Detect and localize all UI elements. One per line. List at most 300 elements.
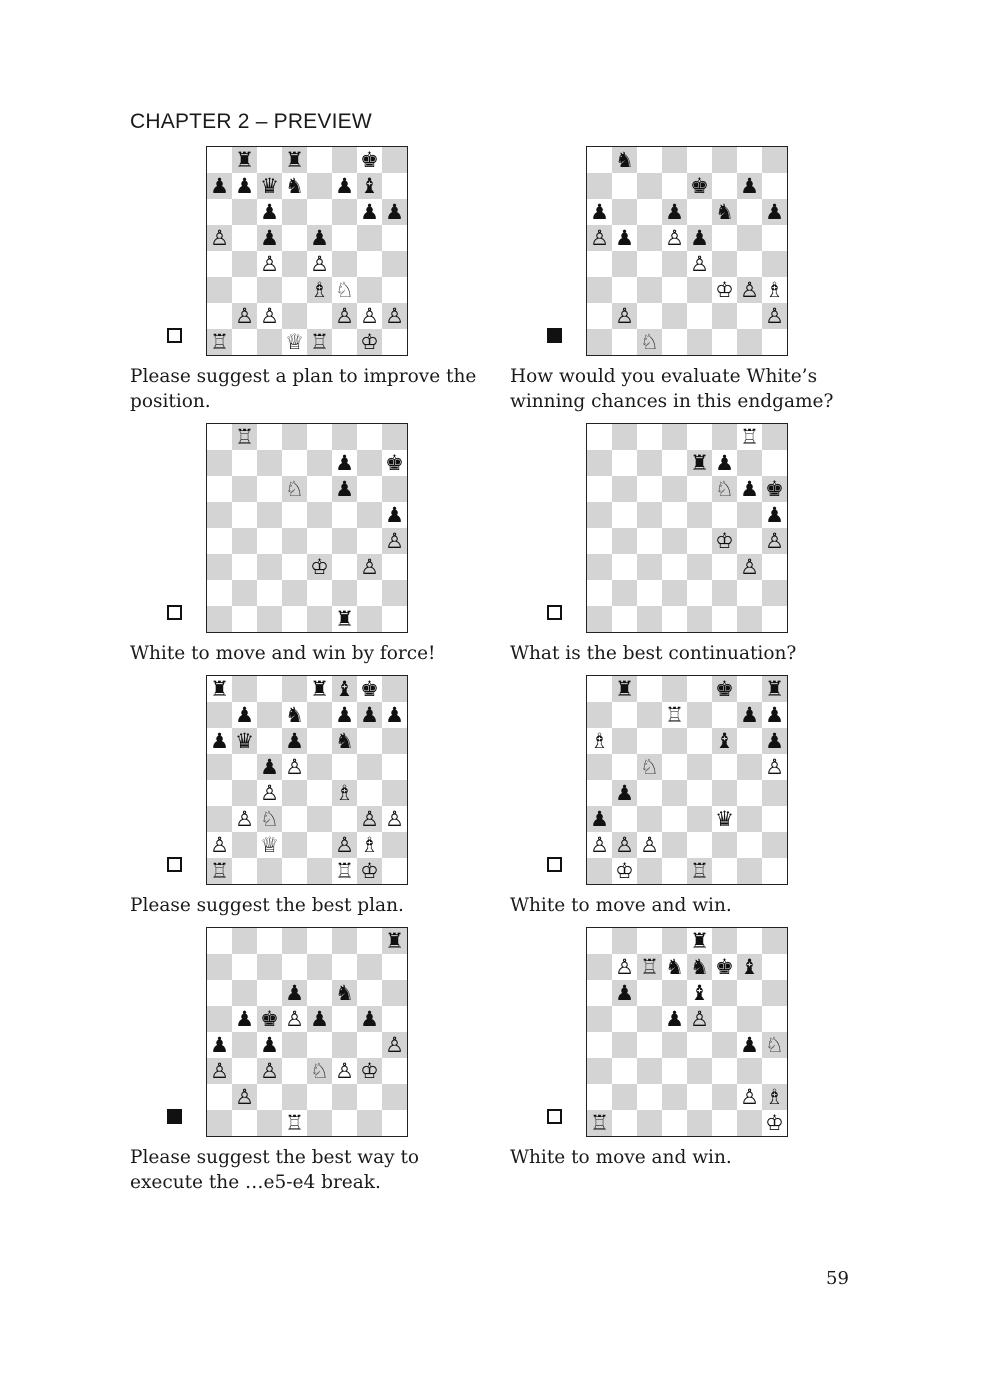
board-square bbox=[587, 476, 612, 502]
board-square bbox=[687, 225, 712, 251]
board-square bbox=[612, 676, 637, 702]
board-square bbox=[687, 832, 712, 858]
board-square bbox=[712, 754, 737, 780]
black-pawn-icon: ♟ bbox=[210, 1032, 229, 1057]
board-square bbox=[307, 1032, 332, 1058]
board-square bbox=[257, 303, 282, 329]
white-queen-icon: ♕ bbox=[285, 329, 304, 354]
board-square bbox=[762, 225, 787, 251]
board-square bbox=[762, 199, 787, 225]
board-square bbox=[307, 806, 332, 832]
board-square bbox=[712, 928, 737, 954]
board-square bbox=[762, 1084, 787, 1110]
black-pawn-icon: ♟ bbox=[285, 980, 304, 1005]
board-square bbox=[307, 528, 332, 554]
board-square bbox=[737, 1058, 762, 1084]
white-rook-icon: ♖ bbox=[640, 954, 659, 979]
board-square bbox=[232, 476, 257, 502]
board-square bbox=[712, 502, 737, 528]
board-square bbox=[637, 754, 662, 780]
board-square bbox=[587, 858, 612, 884]
board-square bbox=[232, 954, 257, 980]
board-square bbox=[382, 251, 407, 277]
board-square bbox=[712, 199, 737, 225]
white-bishop-icon: ♗ bbox=[310, 277, 329, 302]
board-square bbox=[637, 928, 662, 954]
board-square bbox=[637, 476, 662, 502]
white-king-icon: ♔ bbox=[360, 858, 379, 883]
board-square bbox=[307, 702, 332, 728]
board-square bbox=[662, 954, 687, 980]
board-square bbox=[382, 147, 407, 173]
board-square bbox=[332, 476, 357, 502]
page-number: 59 bbox=[826, 1268, 849, 1289]
white-to-move-icon bbox=[167, 605, 182, 620]
board-square bbox=[737, 225, 762, 251]
board-square bbox=[637, 832, 662, 858]
board-square bbox=[637, 554, 662, 580]
board-square bbox=[662, 225, 687, 251]
board-square bbox=[207, 476, 232, 502]
black-pawn-icon: ♟ bbox=[310, 225, 329, 250]
board-square bbox=[587, 702, 612, 728]
board-square bbox=[257, 173, 282, 199]
board-square bbox=[232, 754, 257, 780]
board-square bbox=[357, 147, 382, 173]
board-square bbox=[687, 928, 712, 954]
board-square bbox=[207, 806, 232, 832]
white-to-move-icon bbox=[167, 328, 182, 343]
board-square bbox=[357, 980, 382, 1006]
board-square bbox=[257, 580, 282, 606]
board-square bbox=[687, 502, 712, 528]
board-square bbox=[282, 1084, 307, 1110]
board-square bbox=[282, 251, 307, 277]
board-square bbox=[687, 1006, 712, 1032]
board-square bbox=[307, 676, 332, 702]
board-square bbox=[687, 702, 712, 728]
black-knight-icon: ♞ bbox=[715, 199, 734, 224]
board-square bbox=[207, 580, 232, 606]
board-square bbox=[762, 754, 787, 780]
black-king-icon: ♚ bbox=[715, 954, 734, 979]
board-square bbox=[737, 528, 762, 554]
board-square bbox=[207, 528, 232, 554]
black-pawn-icon: ♟ bbox=[335, 173, 354, 198]
board-square bbox=[712, 580, 737, 606]
board-square bbox=[587, 303, 612, 329]
white-pawn-icon: ♙ bbox=[360, 554, 379, 579]
board-square bbox=[382, 1032, 407, 1058]
board-square bbox=[612, 702, 637, 728]
board-square bbox=[382, 424, 407, 450]
board-square bbox=[687, 1084, 712, 1110]
black-rook-icon: ♜ bbox=[690, 450, 709, 475]
board-square bbox=[587, 251, 612, 277]
black-rook-icon: ♜ bbox=[335, 606, 354, 631]
board-square bbox=[612, 251, 637, 277]
board-square bbox=[762, 303, 787, 329]
board-square bbox=[612, 1058, 637, 1084]
black-king-icon: ♚ bbox=[260, 1006, 279, 1031]
board-square bbox=[737, 1032, 762, 1058]
board-square bbox=[232, 806, 257, 832]
board-square bbox=[282, 954, 307, 980]
white-knight-icon: ♘ bbox=[260, 806, 279, 831]
black-pawn-icon: ♟ bbox=[360, 1006, 379, 1031]
board-square bbox=[207, 832, 232, 858]
board-square bbox=[307, 780, 332, 806]
board-square bbox=[382, 1058, 407, 1084]
board-square bbox=[612, 502, 637, 528]
board-square bbox=[307, 502, 332, 528]
board-square bbox=[612, 580, 637, 606]
board-square bbox=[282, 329, 307, 355]
board-square bbox=[357, 728, 382, 754]
board-square bbox=[307, 251, 332, 277]
board-square bbox=[687, 147, 712, 173]
board-square bbox=[637, 580, 662, 606]
black-queen-icon: ♛ bbox=[235, 728, 254, 753]
board-square bbox=[332, 277, 357, 303]
board-square bbox=[357, 450, 382, 476]
diagram-caption: White to move and win. bbox=[510, 1147, 732, 1168]
board-square bbox=[637, 502, 662, 528]
board-square bbox=[612, 528, 637, 554]
black-rook-icon: ♜ bbox=[310, 676, 329, 701]
diagram-caption: What is the best continuation? bbox=[510, 643, 797, 664]
board-square bbox=[587, 528, 612, 554]
board-square bbox=[207, 450, 232, 476]
board-square bbox=[382, 954, 407, 980]
board-square bbox=[637, 329, 662, 355]
board-square bbox=[637, 173, 662, 199]
white-pawn-icon: ♙ bbox=[285, 754, 304, 779]
white-pawn-icon: ♙ bbox=[740, 554, 759, 579]
white-rook-icon: ♖ bbox=[310, 329, 329, 354]
white-pawn-icon: ♙ bbox=[235, 806, 254, 831]
black-pawn-icon: ♟ bbox=[765, 702, 784, 727]
board-square bbox=[662, 476, 687, 502]
board-square bbox=[762, 1032, 787, 1058]
chess-board-6 bbox=[586, 675, 788, 885]
board-square bbox=[232, 1058, 257, 1084]
board-square bbox=[332, 303, 357, 329]
board-square bbox=[587, 147, 612, 173]
board-square bbox=[612, 329, 637, 355]
board-square bbox=[737, 424, 762, 450]
board-square bbox=[587, 676, 612, 702]
white-pawn-icon: ♙ bbox=[590, 225, 609, 250]
board-square bbox=[357, 580, 382, 606]
board-square bbox=[612, 728, 637, 754]
white-pawn-icon: ♙ bbox=[360, 806, 379, 831]
board-square bbox=[382, 832, 407, 858]
board-square bbox=[587, 1032, 612, 1058]
black-rook-icon: ♜ bbox=[690, 928, 709, 953]
board-square bbox=[307, 225, 332, 251]
black-pawn-icon: ♟ bbox=[765, 502, 784, 527]
board-square bbox=[637, 303, 662, 329]
board-square bbox=[307, 754, 332, 780]
chess-board-1 bbox=[206, 146, 408, 356]
board-square bbox=[687, 476, 712, 502]
board-square bbox=[207, 702, 232, 728]
board-square bbox=[662, 1084, 687, 1110]
board-square bbox=[762, 329, 787, 355]
board-square bbox=[637, 277, 662, 303]
board-square bbox=[282, 554, 307, 580]
board-square bbox=[587, 606, 612, 632]
board-square bbox=[207, 1110, 232, 1136]
board-square bbox=[712, 980, 737, 1006]
white-king-icon: ♔ bbox=[715, 528, 734, 553]
black-pawn-icon: ♟ bbox=[690, 225, 709, 250]
board-square bbox=[737, 502, 762, 528]
board-square bbox=[257, 329, 282, 355]
board-square bbox=[687, 199, 712, 225]
board-square bbox=[612, 303, 637, 329]
board-square bbox=[712, 277, 737, 303]
board-square bbox=[207, 1058, 232, 1084]
board-square bbox=[207, 251, 232, 277]
board-square bbox=[687, 980, 712, 1006]
board-square bbox=[257, 928, 282, 954]
board-square bbox=[232, 528, 257, 554]
black-pawn-icon: ♟ bbox=[665, 1006, 684, 1031]
board-square bbox=[687, 780, 712, 806]
board-square bbox=[712, 858, 737, 884]
board-square bbox=[307, 728, 332, 754]
board-square bbox=[712, 606, 737, 632]
board-square bbox=[762, 928, 787, 954]
white-king-icon: ♔ bbox=[715, 277, 734, 302]
white-knight-icon: ♘ bbox=[640, 754, 659, 779]
board-square bbox=[687, 554, 712, 580]
board-square bbox=[762, 450, 787, 476]
board-square bbox=[737, 928, 762, 954]
board-square bbox=[207, 303, 232, 329]
board-square bbox=[587, 980, 612, 1006]
black-knight-icon: ♞ bbox=[335, 728, 354, 753]
white-knight-icon: ♘ bbox=[310, 1058, 329, 1083]
board-square bbox=[612, 173, 637, 199]
board-square bbox=[307, 450, 332, 476]
board-square bbox=[257, 980, 282, 1006]
board-square bbox=[637, 806, 662, 832]
white-pawn-icon: ♙ bbox=[335, 832, 354, 857]
board-square bbox=[207, 329, 232, 355]
black-bishop-icon: ♝ bbox=[740, 954, 759, 979]
board-square bbox=[207, 277, 232, 303]
board-square bbox=[207, 1006, 232, 1032]
board-square bbox=[232, 303, 257, 329]
diagram-caption: White to move and win. bbox=[510, 895, 732, 916]
black-pawn-icon: ♟ bbox=[335, 476, 354, 501]
white-pawn-icon: ♙ bbox=[335, 303, 354, 328]
board-square bbox=[382, 754, 407, 780]
board-square bbox=[382, 780, 407, 806]
white-pawn-icon: ♙ bbox=[385, 1032, 404, 1057]
board-square bbox=[207, 780, 232, 806]
black-pawn-icon: ♟ bbox=[740, 702, 759, 727]
white-to-move-icon bbox=[547, 857, 562, 872]
board-square bbox=[587, 954, 612, 980]
board-square bbox=[257, 832, 282, 858]
white-pawn-icon: ♙ bbox=[640, 832, 659, 857]
board-square bbox=[207, 858, 232, 884]
board-square bbox=[662, 450, 687, 476]
board-square bbox=[612, 806, 637, 832]
board-square bbox=[307, 1006, 332, 1032]
white-king-icon: ♔ bbox=[615, 858, 634, 883]
board-square bbox=[737, 450, 762, 476]
board-square bbox=[662, 928, 687, 954]
white-pawn-icon: ♙ bbox=[335, 1058, 354, 1083]
board-square bbox=[737, 980, 762, 1006]
board-square bbox=[662, 251, 687, 277]
board-square bbox=[737, 702, 762, 728]
board-square bbox=[382, 1110, 407, 1136]
board-square bbox=[637, 858, 662, 884]
white-pawn-icon: ♙ bbox=[385, 528, 404, 553]
white-pawn-icon: ♙ bbox=[260, 251, 279, 276]
board-square bbox=[737, 606, 762, 632]
diagram-caption: White to move and win by force! bbox=[130, 643, 436, 664]
black-pawn-icon: ♟ bbox=[235, 702, 254, 727]
white-king-icon: ♔ bbox=[310, 554, 329, 579]
black-pawn-icon: ♟ bbox=[210, 728, 229, 753]
diagram-caption: How would you evaluate White’s winning chances in this endgame? bbox=[510, 366, 834, 412]
board-square bbox=[637, 954, 662, 980]
board-square bbox=[737, 173, 762, 199]
black-pawn-icon: ♟ bbox=[260, 225, 279, 250]
board-square bbox=[207, 606, 232, 632]
board-square bbox=[282, 1032, 307, 1058]
board-square bbox=[662, 173, 687, 199]
board-square bbox=[332, 329, 357, 355]
board-square bbox=[257, 502, 282, 528]
board-square bbox=[687, 806, 712, 832]
board-square bbox=[637, 251, 662, 277]
board-square bbox=[637, 728, 662, 754]
white-rook-icon: ♖ bbox=[665, 702, 684, 727]
board-square bbox=[587, 928, 612, 954]
chess-board-8 bbox=[586, 927, 788, 1137]
board-square bbox=[232, 780, 257, 806]
board-square bbox=[257, 754, 282, 780]
board-square bbox=[612, 147, 637, 173]
board-square bbox=[257, 702, 282, 728]
black-pawn-icon: ♟ bbox=[590, 806, 609, 831]
board-square bbox=[332, 806, 357, 832]
board-square bbox=[257, 450, 282, 476]
board-square bbox=[232, 1110, 257, 1136]
board-square bbox=[712, 528, 737, 554]
black-pawn-icon: ♟ bbox=[260, 199, 279, 224]
white-pawn-icon: ♙ bbox=[690, 251, 709, 276]
board-square bbox=[382, 702, 407, 728]
board-square bbox=[282, 225, 307, 251]
board-square bbox=[357, 528, 382, 554]
board-square bbox=[382, 303, 407, 329]
board-square bbox=[762, 173, 787, 199]
board-square bbox=[712, 1110, 737, 1136]
board-square bbox=[712, 147, 737, 173]
board-square bbox=[232, 580, 257, 606]
board-square bbox=[712, 1032, 737, 1058]
black-king-icon: ♚ bbox=[690, 173, 709, 198]
board-square bbox=[282, 277, 307, 303]
board-square bbox=[207, 928, 232, 954]
board-square bbox=[332, 1084, 357, 1110]
black-pawn-icon: ♟ bbox=[615, 980, 634, 1005]
board-square bbox=[332, 147, 357, 173]
board-square bbox=[332, 580, 357, 606]
board-square bbox=[332, 702, 357, 728]
board-square bbox=[737, 676, 762, 702]
white-pawn-icon: ♙ bbox=[740, 1084, 759, 1109]
board-square bbox=[282, 754, 307, 780]
board-square bbox=[332, 502, 357, 528]
white-to-move-icon bbox=[547, 1109, 562, 1124]
board-square bbox=[762, 606, 787, 632]
white-bishop-icon: ♗ bbox=[765, 1084, 784, 1109]
board-square bbox=[357, 251, 382, 277]
board-square bbox=[357, 1006, 382, 1032]
black-rook-icon: ♜ bbox=[235, 147, 254, 172]
board-square bbox=[357, 754, 382, 780]
board-square bbox=[687, 580, 712, 606]
board-square bbox=[382, 858, 407, 884]
board-square bbox=[637, 147, 662, 173]
white-pawn-icon: ♙ bbox=[210, 832, 229, 857]
board-square bbox=[587, 199, 612, 225]
black-rook-icon: ♜ bbox=[615, 676, 634, 701]
white-knight-icon: ♘ bbox=[285, 476, 304, 501]
board-square bbox=[332, 1006, 357, 1032]
board-square bbox=[307, 858, 332, 884]
white-pawn-icon: ♙ bbox=[665, 225, 684, 250]
board-square bbox=[382, 173, 407, 199]
black-knight-icon: ♞ bbox=[335, 980, 354, 1005]
board-square bbox=[232, 1006, 257, 1032]
black-pawn-icon: ♟ bbox=[385, 199, 404, 224]
white-knight-icon: ♘ bbox=[335, 277, 354, 302]
board-square bbox=[662, 329, 687, 355]
board-square bbox=[282, 806, 307, 832]
black-pawn-icon: ♟ bbox=[740, 1032, 759, 1057]
black-pawn-icon: ♟ bbox=[740, 173, 759, 198]
board-square bbox=[612, 980, 637, 1006]
white-rook-icon: ♖ bbox=[210, 329, 229, 354]
board-square bbox=[612, 1032, 637, 1058]
board-square bbox=[687, 329, 712, 355]
board-square bbox=[357, 476, 382, 502]
white-knight-icon: ♘ bbox=[715, 476, 734, 501]
board-square bbox=[662, 580, 687, 606]
black-pawn-icon: ♟ bbox=[310, 1006, 329, 1031]
board-square bbox=[687, 277, 712, 303]
board-square bbox=[712, 173, 737, 199]
board-square bbox=[662, 1058, 687, 1084]
board-square bbox=[382, 450, 407, 476]
board-square bbox=[357, 1032, 382, 1058]
board-square bbox=[662, 277, 687, 303]
white-bishop-icon: ♗ bbox=[765, 277, 784, 302]
board-square bbox=[307, 303, 332, 329]
white-rook-icon: ♖ bbox=[335, 858, 354, 883]
